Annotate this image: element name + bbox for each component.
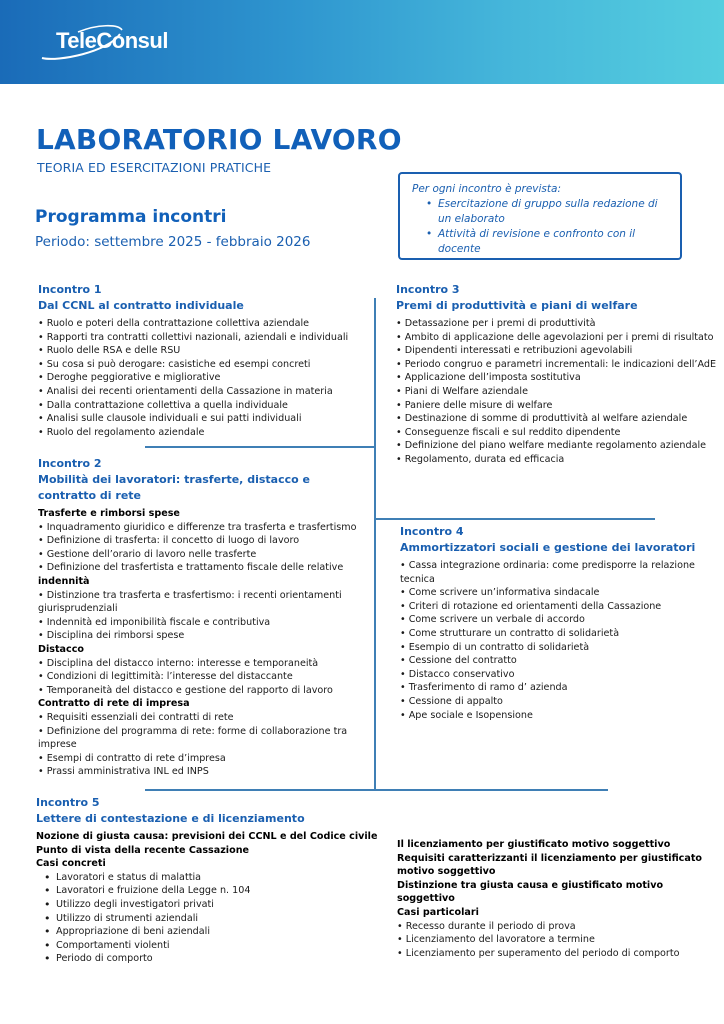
- info-box-item: • Attività di revisione e confronto con il docente: [426, 227, 670, 257]
- list-item: • Detassazione per i premi di produttività: [396, 317, 722, 331]
- list-item: • Esempi di contratto di rete d’impresa: [38, 752, 371, 766]
- list-item: • Cassa integrazione ordinaria: come predisporre la relazione tecnica: [400, 559, 722, 586]
- list-item: • Utilizzo di strumenti aziendali: [42, 912, 386, 926]
- list-item: • Disciplina dei rimborsi spese: [38, 629, 371, 643]
- list-item: • Trasferimento di ramo d’ azienda: [400, 681, 722, 695]
- list-item: • Prassi amministrativa INL ed INPS: [38, 765, 371, 779]
- incontro-number: Incontro 1: [38, 283, 102, 296]
- group-heading: Requisiti caratterizzanti il licenziamento per giustificato motivo soggettivo: [397, 852, 703, 878]
- divider-bottom: [145, 789, 608, 791]
- group-heading: Distacco: [38, 643, 84, 655]
- incontro-4: [400, 524, 722, 722]
- list-item: • Conseguenze fiscali e sul reddito dipendente: [396, 426, 722, 440]
- list-item: • Definizione del trasfertista e trattamento fiscale delle relative: [38, 561, 371, 575]
- list-item: • Dipendenti interessati e retribuzioni agevolabili: [396, 344, 722, 358]
- list-item: • Deroghe peggiorative e migliorative: [38, 371, 373, 385]
- incontro-3: [396, 282, 722, 467]
- list-item: • Paniere delle misure di welfare: [396, 399, 722, 413]
- divider-incontro-1: [145, 446, 375, 448]
- incontro-5: [36, 795, 386, 966]
- group-heading: Il licenziamento per giustificato motivo soggettivo: [397, 839, 671, 850]
- group-heading: Casi particolari: [397, 906, 479, 918]
- incontro-1: [38, 282, 373, 439]
- group-heading: Contratto di rete di impresa: [38, 698, 190, 710]
- group-heading: Trasferte e rimborsi spese: [38, 508, 180, 519]
- group-heading: Casi concreti: [36, 858, 106, 870]
- list-item: • Utilizzo degli investigatori privati: [42, 898, 386, 912]
- incontro-number: Incontro 3: [396, 283, 460, 296]
- list-item: • Ape sociale e Isopensione: [400, 709, 722, 723]
- list-item: • Dalla contrattazione collettiva a quella individuale: [38, 399, 373, 413]
- list-item: • Recesso durante il periodo di prova: [397, 920, 719, 934]
- list-item: • Definizione del programma di rete: forme di collaborazione tra imprese: [38, 725, 371, 752]
- info-box-item: • Esercitazione di gruppo sulla redazione di un elaborato: [426, 197, 670, 227]
- program-title: Programma incontri: [35, 207, 227, 227]
- incontro-title: Dal CCNL al contratto individuale: [38, 299, 244, 312]
- list-item: • Cessione di appalto: [400, 695, 722, 709]
- list-item: • Definizione del piano welfare mediante regolamento aziendale: [396, 439, 722, 453]
- list-item: • Analisi dei recenti orientamenti della Cassazione in materia: [38, 385, 373, 399]
- incontro-number: Incontro 4: [400, 525, 464, 538]
- info-box-intro: Per ogni incontro è prevista:: [412, 183, 561, 195]
- list-item: • Condizioni di legittimità: l’interesse del distaccante: [38, 670, 371, 684]
- header-banner: [0, 0, 724, 84]
- group-heading: Nozione di giusta causa: previsioni dei CCNL e del Codice civile: [36, 831, 378, 842]
- list-item: • Destinazione di somme di produttività al welfare aziendale: [396, 412, 722, 426]
- incontro-number: Incontro 2: [38, 457, 102, 470]
- list-item: • Come scrivere un’informativa sindacale: [400, 586, 722, 600]
- brand-logo: TeleConsul: [56, 28, 168, 53]
- incontro-title: Lettere di contestazione e di licenziamento: [36, 812, 305, 825]
- group-heading: indennità: [38, 575, 90, 587]
- incontro-number: Incontro 5: [36, 796, 100, 809]
- list-item: • Requisiti essenziali dei contratti di rete: [38, 711, 371, 725]
- list-item: • Regolamento, durata ed efficacia: [396, 453, 722, 467]
- info-box: [398, 172, 682, 260]
- list-item: • Cessione del contratto: [400, 654, 722, 668]
- list-item: • Distinzione tra trasferta e trasfertismo: i recenti orientamenti giurisprudenziali: [38, 589, 371, 616]
- list-item: • Analisi sulle clausole individuali e sui patti individuali: [38, 412, 373, 426]
- group-heading: Punto di vista della recente Cassazione: [36, 844, 250, 856]
- list-item: • Esempio di un contratto di solidarietà: [400, 641, 722, 655]
- list-item: • Distacco conservativo: [400, 668, 722, 682]
- page-title: LABORATORIO LAVORO: [36, 123, 402, 156]
- incontro-title: Premi di produttività e piani di welfare: [396, 299, 638, 312]
- list-item: • Appropriazione di beni aziendali: [42, 925, 386, 939]
- list-item: • Licenziamento per superamento del periodo di comporto: [397, 947, 719, 961]
- incontro-2: [38, 456, 371, 779]
- list-item: • Applicazione dell’imposta sostitutiva: [396, 371, 722, 385]
- list-item: • Periodo congruo e parametri incrementali: le indicazioni dell’AdE: [396, 358, 722, 372]
- list-item: • Come scrivere un verbale di accordo: [400, 613, 722, 627]
- divider-vertical: [374, 298, 376, 790]
- list-item: • Come strutturare un contratto di solidarietà: [400, 627, 722, 641]
- list-item: • Lavoratori e fruizione della Legge n. 104: [42, 884, 386, 898]
- incontro-title: Mobilità dei lavoratori: trasferte, distacco e contratto di rete: [38, 473, 310, 502]
- page-subtitle: TEORIA ED ESERCITAZIONI PRATICHE: [37, 160, 272, 175]
- list-item: • Ruolo e poteri della contrattazione collettiva aziendale: [38, 317, 373, 331]
- list-item: • Periodo di comporto: [42, 952, 386, 966]
- incontro-title: Ammortizzatori sociali e gestione dei lavoratori: [400, 541, 696, 554]
- list-item: • Gestione dell’orario di lavoro nelle trasferte: [38, 548, 371, 562]
- list-item: • Disciplina del distacco interno: interesse e temporaneità: [38, 657, 371, 671]
- list-item: • Inquadramento giuridico e differenze tra trasferta e trasfertismo: [38, 521, 371, 535]
- list-item: • Piani di Welfare aziendale: [396, 385, 722, 399]
- incontro-5-right: [397, 838, 719, 960]
- list-item: • Licenziamento del lavoratore a termine: [397, 933, 719, 947]
- program-period: Periodo: settembre 2025 - febbraio 2026: [35, 234, 311, 250]
- list-item: • Temporaneità del distacco e gestione del rapporto di lavoro: [38, 684, 371, 698]
- list-item: • Definizione di trasferta: il concetto di luogo di lavoro: [38, 534, 371, 548]
- list-item: • Comportamenti violenti: [42, 939, 386, 953]
- list-item: • Lavoratori e status di malattia: [42, 871, 386, 885]
- list-item: • Ruolo delle RSA e delle RSU: [38, 344, 373, 358]
- list-item: • Criteri di rotazione ed orientamenti della Cassazione: [400, 600, 722, 614]
- list-item: • Ruolo del regolamento aziendale: [38, 426, 373, 440]
- list-item: • Ambito di applicazione delle agevolazioni per i premi di risultato: [396, 331, 722, 345]
- divider-incontro-3: [375, 518, 655, 520]
- list-item: • Rapporti tra contratti collettivi nazionali, aziendali e individuali: [38, 331, 373, 345]
- list-item: • Su cosa si può derogare: casistiche ed esempi concreti: [38, 358, 373, 372]
- group-heading: Distinzione tra giusta causa e giustificato motivo soggettivo: [397, 879, 664, 905]
- list-item: • Indennità ed imponibilità fiscale e contributiva: [38, 616, 371, 630]
